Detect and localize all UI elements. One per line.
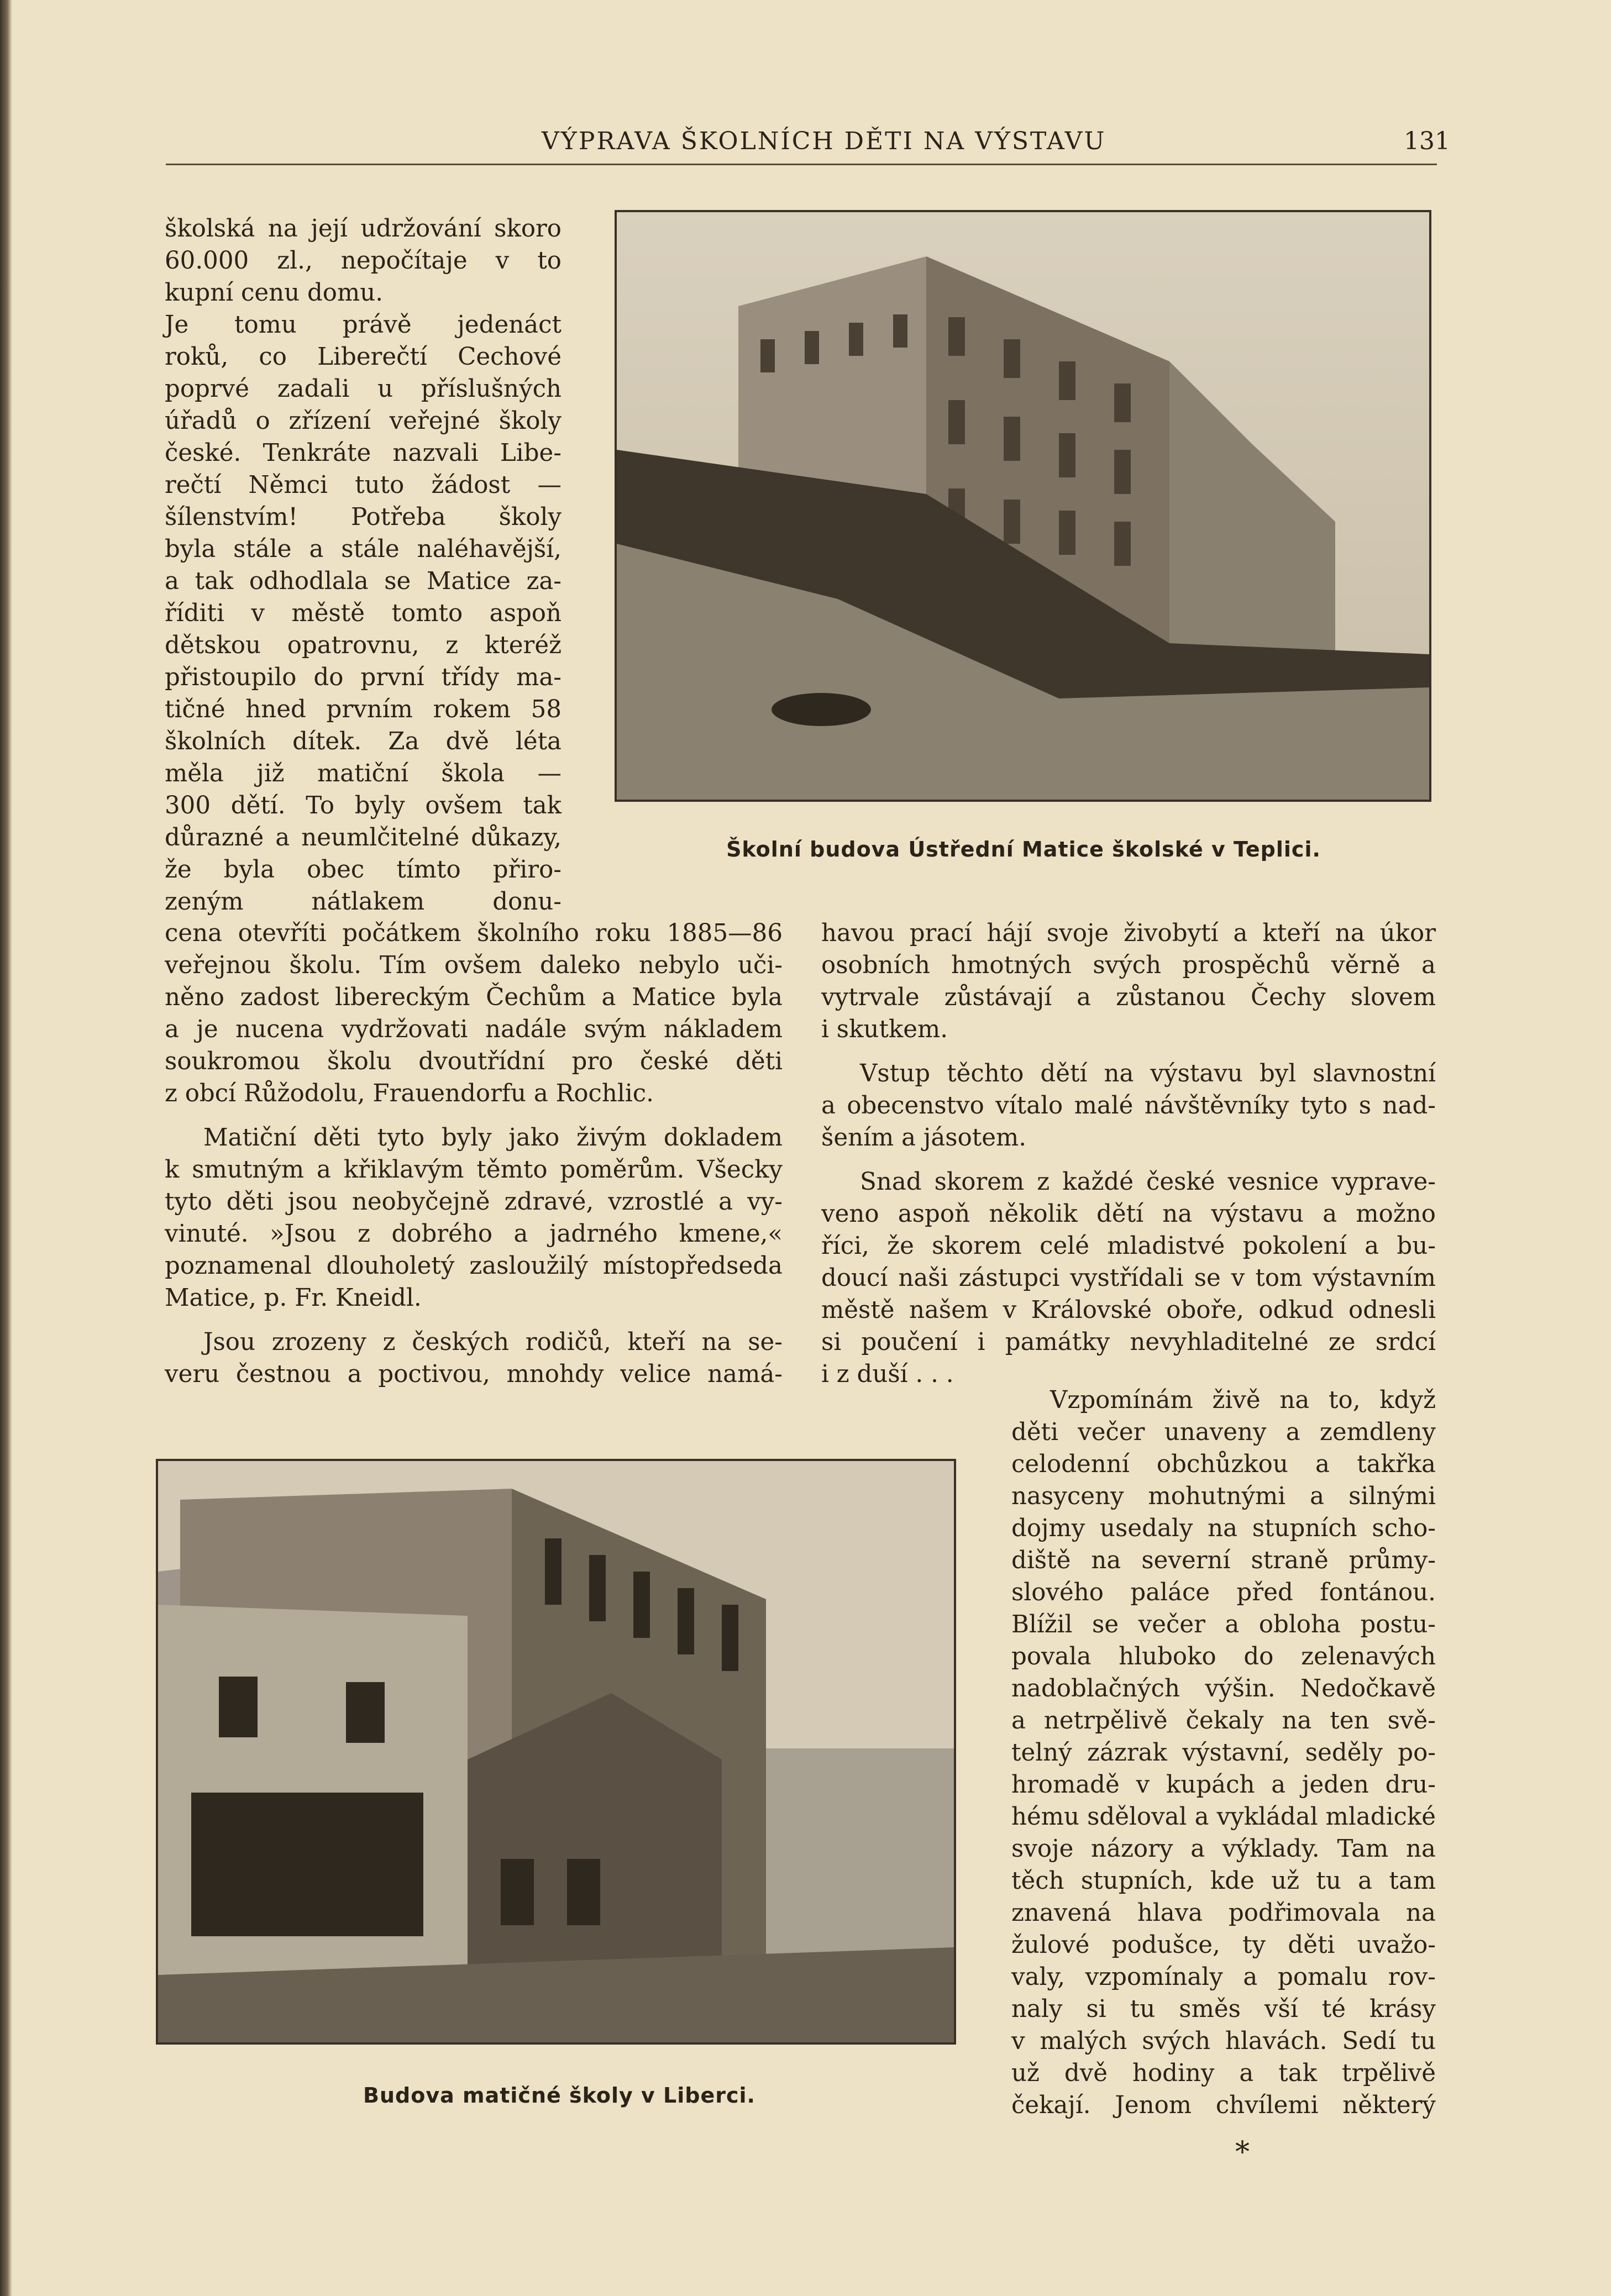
text-line: naly si tu směs vší té krásy bbox=[1011, 1995, 1436, 2023]
page-number: 131 bbox=[1404, 127, 1450, 155]
text-line: si poučení i památky nevyhladitelné ze srdcí bbox=[821, 1328, 1436, 1356]
text-line: měla již matiční škola — bbox=[165, 760, 562, 787]
section-ornament: * bbox=[1235, 2136, 1250, 2169]
text-line: veru čestnou a poctivou, mnohdy velice namá- bbox=[165, 1360, 783, 1388]
caption-top-photo: Školní budova Ústřední Matice školské v Teplici. bbox=[726, 837, 1321, 861]
text-line: i z duší . . . bbox=[821, 1360, 954, 1388]
text-line: tyto děti jsou neobyčejně zdravé, vzrostlé a vy- bbox=[165, 1188, 783, 1216]
page-binding-edge bbox=[0, 0, 12, 2296]
text-line: hému sděloval a vykládal mladické bbox=[1011, 1803, 1436, 1831]
text-line: nasyceny mohutnými a silnými bbox=[1011, 1483, 1436, 1510]
text-line: Vzpomínám živě na to, když bbox=[1050, 1386, 1436, 1414]
text-line: k smutným a křiklavým těmto poměrům. Všecky bbox=[165, 1156, 783, 1184]
text-line: nadoblačných výšin. Nedočkavě bbox=[1011, 1675, 1436, 1703]
text-line: šílenstvím! Potřeba školy bbox=[165, 503, 562, 531]
text-line: Snad skorem z každé české vesnice vyprave- bbox=[860, 1168, 1436, 1196]
text-line: z obcí Růžodolu, Frauendorfu a Rochlic. bbox=[165, 1080, 654, 1107]
paragraph-born-czech bbox=[165, 1326, 783, 1390]
text-line: vytrvale zůstávají a zůstanou Čechy slovem bbox=[821, 984, 1436, 1011]
text-line: havou prací hájí svoje živobytí a kteří na úkor bbox=[821, 920, 1436, 947]
text-line: veno aspoň několik dětí na výstavu a možno bbox=[821, 1200, 1436, 1228]
photo-liberec-school bbox=[156, 1459, 956, 2045]
text-line: dětskou opatrovnu, z kteréž bbox=[165, 632, 562, 659]
column-2-text bbox=[821, 917, 1436, 1390]
text-line: šením a jásotem. bbox=[821, 1124, 1027, 1152]
paragraph-matice-children bbox=[165, 1122, 783, 1314]
text-line: a obecenstvo vítalo malé návštěvníky tyto s nad- bbox=[821, 1092, 1436, 1120]
text-line: důrazné a neumlčitelné důkazy, bbox=[165, 824, 562, 852]
header-rule bbox=[166, 164, 1437, 165]
text-line: v malých svých hlavách. Sedí tu bbox=[1011, 2027, 1436, 2055]
text-line: dojmy usedaly na stupních scho- bbox=[1011, 1515, 1436, 1542]
text-line: školních dítek. Za dvě léta bbox=[165, 728, 562, 755]
column-3-text bbox=[1011, 1384, 1436, 2121]
text-line: rečtí Němci tuto žádost — bbox=[165, 471, 562, 499]
text-line: Je tomu právě jedenáct bbox=[165, 311, 562, 339]
text-line: přistoupilo do první třídy ma- bbox=[165, 664, 562, 691]
paragraph-villages bbox=[821, 1166, 1436, 1390]
text-line: poznamenal dlouholetý zasloužilý místopředseda bbox=[165, 1252, 783, 1280]
paragraph-entry bbox=[821, 1058, 1436, 1154]
running-title: VÝPRAVA ŠKOLNÍCH DĚTI NA VÝSTAVU bbox=[542, 127, 1106, 155]
text-line: svoje názory a výklady. Tam na bbox=[1011, 1835, 1436, 1863]
text-line: i skutkem. bbox=[821, 1016, 948, 1043]
text-line: a netrpělivě čekaly na ten svě- bbox=[1011, 1707, 1436, 1735]
text-line: soukromou školu dvoutřídní pro české děti bbox=[165, 1048, 783, 1075]
text-line: povala hluboko do zelenavých bbox=[1011, 1643, 1436, 1670]
text-line: čekají. Jenom chvílemi některý bbox=[1011, 2092, 1436, 2119]
text-line: valy, vzpomínaly a pomalu rov- bbox=[1011, 1963, 1436, 1991]
text-line: doucí naši zástupci vystřídali se v tom výstavním bbox=[821, 1264, 1436, 1292]
text-line: diště na severní straně průmy- bbox=[1011, 1547, 1436, 1574]
running-header bbox=[166, 127, 1450, 160]
text-line: městě našem v Královské oboře, odkud odnesli bbox=[821, 1296, 1436, 1324]
text-line: 60.000 zl., nepočítaje v to bbox=[165, 247, 562, 275]
text-line: osobních hmotných svých prospěchů věrně a bbox=[821, 952, 1436, 979]
text-line: zeným nátlakem donu- bbox=[165, 888, 562, 916]
caption-bottom-photo: Budova matičné školy v Liberci. bbox=[363, 2083, 755, 2108]
text-line: a tak odhodlala se Matice za- bbox=[165, 568, 562, 595]
text-line: už dvě hodiny a tak trpělivě bbox=[1011, 2059, 1436, 2087]
text-line: vinuté. »Jsou z dobrého a jadrného kmene,« bbox=[165, 1220, 783, 1248]
text-line: něno zadost libereckým Čechům a Matice byla bbox=[165, 984, 783, 1011]
text-line: české. Tenkráte nazvali Libe- bbox=[165, 439, 562, 467]
text-line: slového paláce před fontánou. bbox=[1011, 1579, 1436, 1606]
text-line: celodenní obchůzkou a takřka bbox=[1011, 1451, 1436, 1478]
paragraph-livelihood bbox=[821, 917, 1436, 1045]
text-line: že byla obec tímto přiro- bbox=[165, 856, 562, 884]
text-line: a je nucena vydržovati nadále svým nákladem bbox=[165, 1016, 783, 1043]
text-line: veřejnou školu. Tím ovšem daleko nebylo uči- bbox=[165, 952, 783, 979]
text-line: hromadě v kupách a jeden dru- bbox=[1011, 1771, 1436, 1799]
text-line: Vstup těchto dětí na výstavu byl slavnostní bbox=[860, 1060, 1436, 1087]
text-line: cena otevříti počátkem školního roku 1885—86 bbox=[165, 920, 783, 947]
text-line: říditi v městě tomto aspoň bbox=[165, 600, 562, 627]
text-line: Matiční děti tyto byly jako živým dokladem bbox=[203, 1124, 783, 1152]
text-line: poprvé zadali u příslušných bbox=[165, 375, 562, 403]
text-line: telný zázrak výstavní, seděly po- bbox=[1011, 1739, 1436, 1767]
text-line: 300 dětí. To byly ovšem tak bbox=[165, 792, 562, 819]
text-line: Blížil se večer a obloha postu- bbox=[1011, 1611, 1436, 1638]
text-line: těch stupních, kde už tu a tam bbox=[1011, 1867, 1436, 1895]
text-line: kupní cenu domu. bbox=[165, 279, 384, 307]
text-line: úřadů o zřízení veřejné školy bbox=[165, 407, 562, 435]
photo-teplice-school bbox=[615, 210, 1431, 802]
paragraph-school-opening bbox=[165, 917, 783, 1110]
text-line: znavená hlava podřimovala na bbox=[1011, 1899, 1436, 1927]
text-line: byla stále a stále naléhavější, bbox=[165, 535, 562, 563]
column-1-text bbox=[165, 917, 783, 1390]
column-1-top-text bbox=[165, 213, 562, 918]
text-line: děti večer unaveny a zemdleny bbox=[1011, 1418, 1436, 1446]
text-line: tičné hned prvním rokem 58 bbox=[165, 696, 562, 723]
text-line: školská na její udržování skoro bbox=[165, 215, 562, 243]
text-line: Jsou zrozeny z českých rodičů, kteří na se- bbox=[203, 1328, 783, 1356]
text-line: Matice, p. Fr. Kneidl. bbox=[165, 1284, 422, 1312]
text-line: žulové podušce, ty děti uvažo- bbox=[1011, 1931, 1436, 1959]
text-line: roků, co Liberečtí Cechové bbox=[165, 343, 562, 371]
text-line: říci, že skorem celé mladistvé pokolení a bu- bbox=[821, 1232, 1436, 1260]
